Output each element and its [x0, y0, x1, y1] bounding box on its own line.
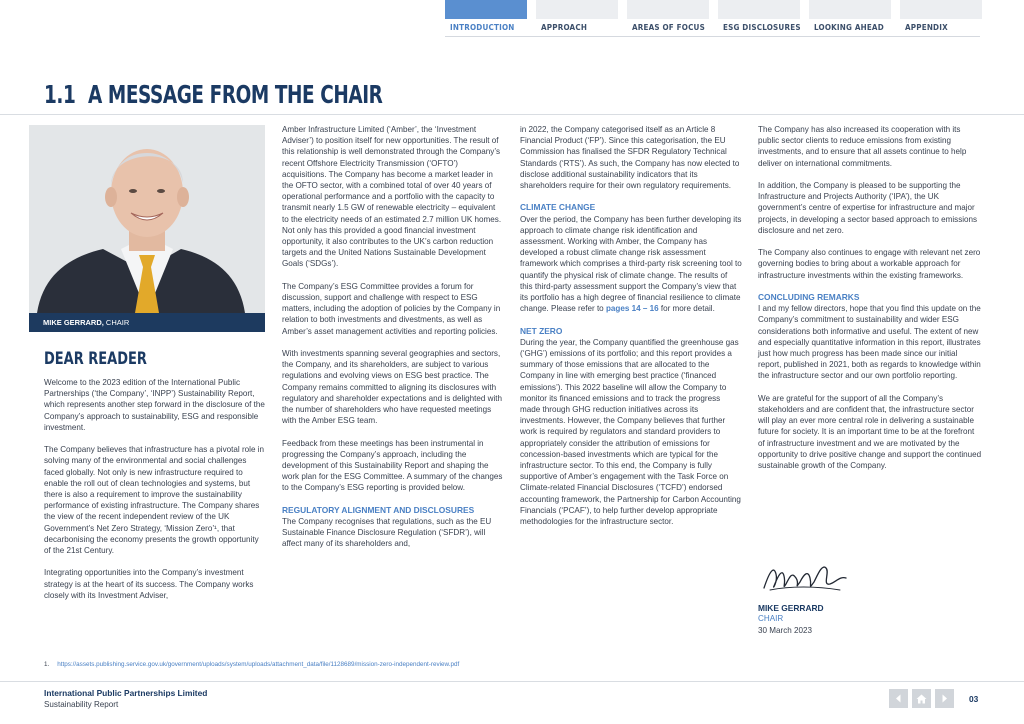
footer-report-name: Sustainability Report — [44, 700, 119, 709]
previous-page-button[interactable] — [889, 689, 908, 708]
chevron-left-icon — [894, 694, 903, 703]
photo-caption — [29, 313, 265, 332]
paragraph: The Company also continues to engage with relevant net zero governing bodies to bring about a workable approach for infrastructure investments within the existing frameworks. — [758, 248, 981, 280]
title-divider — [0, 114, 1024, 115]
subheading-regulatory: REGULATORY ALIGNMENT AND DISCLOSURES — [282, 504, 475, 515]
paragraph: Amber Infrastructure Limited (‘Amber’, the ‘Investment Adviser’) to position itself for new opportunities. The result of this relationship is well demonstrated through the Company’s recent Offshore Electricity Transmission (‘OFTO’) acquisitions. The Company has become a market leader in the OFTO sector, with a combined total of over 40 years of operational performance and a portfolio with the capacity to transmit nearly 1.5 GW of renewable electricity – equivalent to the electricity needs of an estimated 2.7 million UK homes. Not only has this provided a good financial investment opportunity, it also contributes to the UK’s carbon reduction targets and the United Nations Sustainable Development Goals (‘SDGs’). — [282, 125, 502, 269]
paragraph: The Company’s ESG Committee provides a forum for discussion, support and challenge with respect to ESG matters, including the adoption of policies by the Company in relation to both investments and divestments, as well as Amber’s asset management activities and reporting policies. — [282, 281, 501, 336]
paragraph: The Company recognises that regulations, such as the EU Sustainable Finance Disclosure Regulation (‘SFDR’), will affect many of its shareholders and, — [282, 517, 492, 549]
chevron-right-icon — [940, 694, 949, 703]
footer-divider — [0, 681, 1024, 682]
paragraph: In addition, the Company is pleased to be supporting the Infrastructure and Projects Authority (‘IPA’), the UK government’s centre of expertise for infrastructure and major projects, in developing a sector based approach to emissions disclosure and net zero. — [758, 181, 978, 235]
footnote-number: 1. — [44, 661, 50, 668]
footer-company: International Public Partnerships Limited — [44, 688, 208, 698]
signature-icon — [760, 560, 850, 596]
signatory-name: MIKE GERRARD — [758, 603, 824, 613]
tab-label: APPROACH — [541, 23, 588, 32]
tab-label: AREAS OF FOCUS — [632, 23, 705, 32]
tab-looking-ahead[interactable] — [809, 0, 891, 36]
text-column-2 — [282, 124, 504, 561]
subheading-concluding-remarks: CONCLUDING REMARKS — [758, 292, 860, 302]
text-column-4 — [758, 124, 982, 482]
home-icon — [916, 694, 927, 704]
paragraph-text: Over the period, the Company has been further developing its approach to climate change risk identification and assessment. Working with Amber, the Company has developed a robust climate change risk assessment framework which comprises a third-party risk screening tool to quantify the physical risk of climate change. The results of this third-party assessment support the Company’s view that its portfolio has a high degree of financial resilience to climate change. Please refer to — [520, 214, 742, 314]
tab-indicator — [445, 0, 527, 19]
page-title: A MESSAGE FROM THE CHAIR — [88, 80, 383, 109]
caption-role: CHAIR — [103, 318, 130, 327]
chair-portrait-photo — [29, 125, 265, 313]
footnote-link[interactable]: https://assets.publishing.service.gov.uk/government/uploads/system/uploads/attachment_data/file/1128689/mission-zero-independent-review.pdf — [57, 661, 460, 668]
tab-approach[interactable] — [536, 0, 618, 36]
signatory-role: CHAIR — [758, 614, 784, 623]
paragraph: Welcome to the 2023 edition of the International Public Partnerships (‘the Company’, ‘INPP’) Sustainability Report, which represents another step forward in the disclosure of the Company’s approach to sustainability, ESG and responsible investment. — [44, 378, 265, 432]
page-number: 03 — [969, 694, 979, 704]
text-column-3 — [520, 124, 742, 538]
tab-appendix[interactable] — [900, 0, 982, 36]
paragraph-text: for more detail. — [658, 304, 715, 314]
paragraph: Feedback from these meetings has been instrumental in progressing the Company’s approach, including the development of this Sustainability Report and shaping the work plan for the ESG Committee. A summary of the changes to the Company’s ESG reporting is provided below. — [282, 438, 503, 493]
paragraph: in 2022, the Company categorised itself as an Article 8 Financial Product (‘FP’). Since this categorisation, the EU Commission has finalised the SFDR Regulatory Technical Standards (‘RTS’). As such, the Company has now elected to disclose additional sustainability indicators that its shareholders require for their own regulatory requirements. — [520, 125, 740, 191]
tab-label: LOOKING AHEAD — [814, 23, 884, 32]
paragraph: We are grateful for the support of all the Company’s stakeholders and are confident that, the infrastructure sector will play an ever more central role in delivering a sustainable future for society. It is an important time to be at the forefront of infrastructure investment and we are motivated by the opportunity to drive positive change and support the continued sustainable growth of the Company. — [758, 393, 982, 471]
tab-indicator — [900, 0, 982, 19]
subheading-net-zero: NET ZERO — [520, 325, 563, 336]
paragraph: With investments spanning several geographies and sectors, the Company, and its shareholders, are subject to various regulations and evolving views on ESG best practice. The Company remains committed to aligning its disclosures with regulatory and shareholder expectations and is delighted with the number of shareholders who have requested meetings with the Amber ESG team. — [282, 349, 503, 426]
next-page-button[interactable] — [935, 689, 954, 708]
tab-indicator — [627, 0, 709, 19]
footnote — [44, 661, 459, 668]
home-button[interactable] — [912, 689, 931, 708]
tab-esg-disclosures[interactable] — [718, 0, 800, 36]
dear-reader-heading: DEAR READER — [44, 349, 147, 369]
caption-name: MIKE GERRARD, — [43, 318, 104, 327]
tab-introduction[interactable] — [445, 0, 527, 36]
paragraph: The Company believes that infrastructure has a pivotal role in solving many of the environmental and social challenges faced globally. Not only is new infrastructure required to enable the roll out of clean technologies and systems, but there is also a requirement to improve the sustainability performance of existing infrastructure. The Company shares the view of the recent independent review of the UK Government’s Net Zero Strategy, ‘Mission Zero’¹, that decarbonising the economy presents the growth opportunity of the 21st Century. — [44, 445, 264, 556]
signoff-date: 30 March 2023 — [758, 626, 812, 635]
tab-indicator — [718, 0, 800, 19]
tab-label: ESG DISCLOSURES — [723, 23, 801, 32]
subheading-climate-change: CLIMATE CHANGE — [520, 202, 596, 213]
top-navigation — [445, 0, 980, 36]
tab-areas-of-focus[interactable] — [627, 0, 709, 36]
text-column-1 — [44, 377, 266, 612]
paragraph: I and my fellow directors, hope that you find this update on the Company’s commitment to sustainability and wider ESG considerations both informative and useful. The extent of new and especially quantitative information in this report, illustrates just how much progress has been made since our initial report, published in 2021, both as regards to knowledge within the infrastructure sector and our own portfolio reporting. — [758, 304, 981, 381]
pages-link[interactable]: pages 14 – 16 — [605, 304, 659, 314]
nav-divider — [445, 36, 980, 37]
tab-label: APPENDIX — [905, 23, 948, 32]
tab-indicator — [536, 0, 618, 19]
paragraph — [520, 214, 742, 315]
section-number: 1.1 — [44, 80, 76, 109]
paragraph: The Company has also increased its cooperation with its public sector clients to reduce emissions from existing investments, and to ensure that all assets continue to help deliver on international commitments. — [758, 125, 967, 168]
tab-indicator — [809, 0, 891, 19]
paragraph: During the year, the Company quantified the greenhouse gas (‘GHG’) emissions of its portfolio; and this report provides a summary of those emissions that are allocated to the Company in line with emerging best practice (‘financed emissions’). This 2022 baseline will allow the Company to monitor its financed emissions and to track the progress made through GHG reduction initiatives across its investments. However, the Company believes that further work is required by regulators and standard providers to appropriately consider the attribution of emissions for concession-based investments which are typical for the infrastructure sector. To this end, the Company is fully supportive of Amber’s engagement with the Task Force on Climate-related Financial Disclosures (‘TCFD’) endorsed accounting framework, the Partnership for Carbon Accounting Financials (‘PCAF’), to help further develop appropriate methodologies for the infrastructure sector. — [520, 337, 741, 527]
paragraph: Integrating opportunities into the Company’s investment strategy is at the heart of its success. The Company works closely with its Investment Adviser, — [44, 568, 254, 600]
tab-label: INTRODUCTION — [450, 23, 515, 32]
